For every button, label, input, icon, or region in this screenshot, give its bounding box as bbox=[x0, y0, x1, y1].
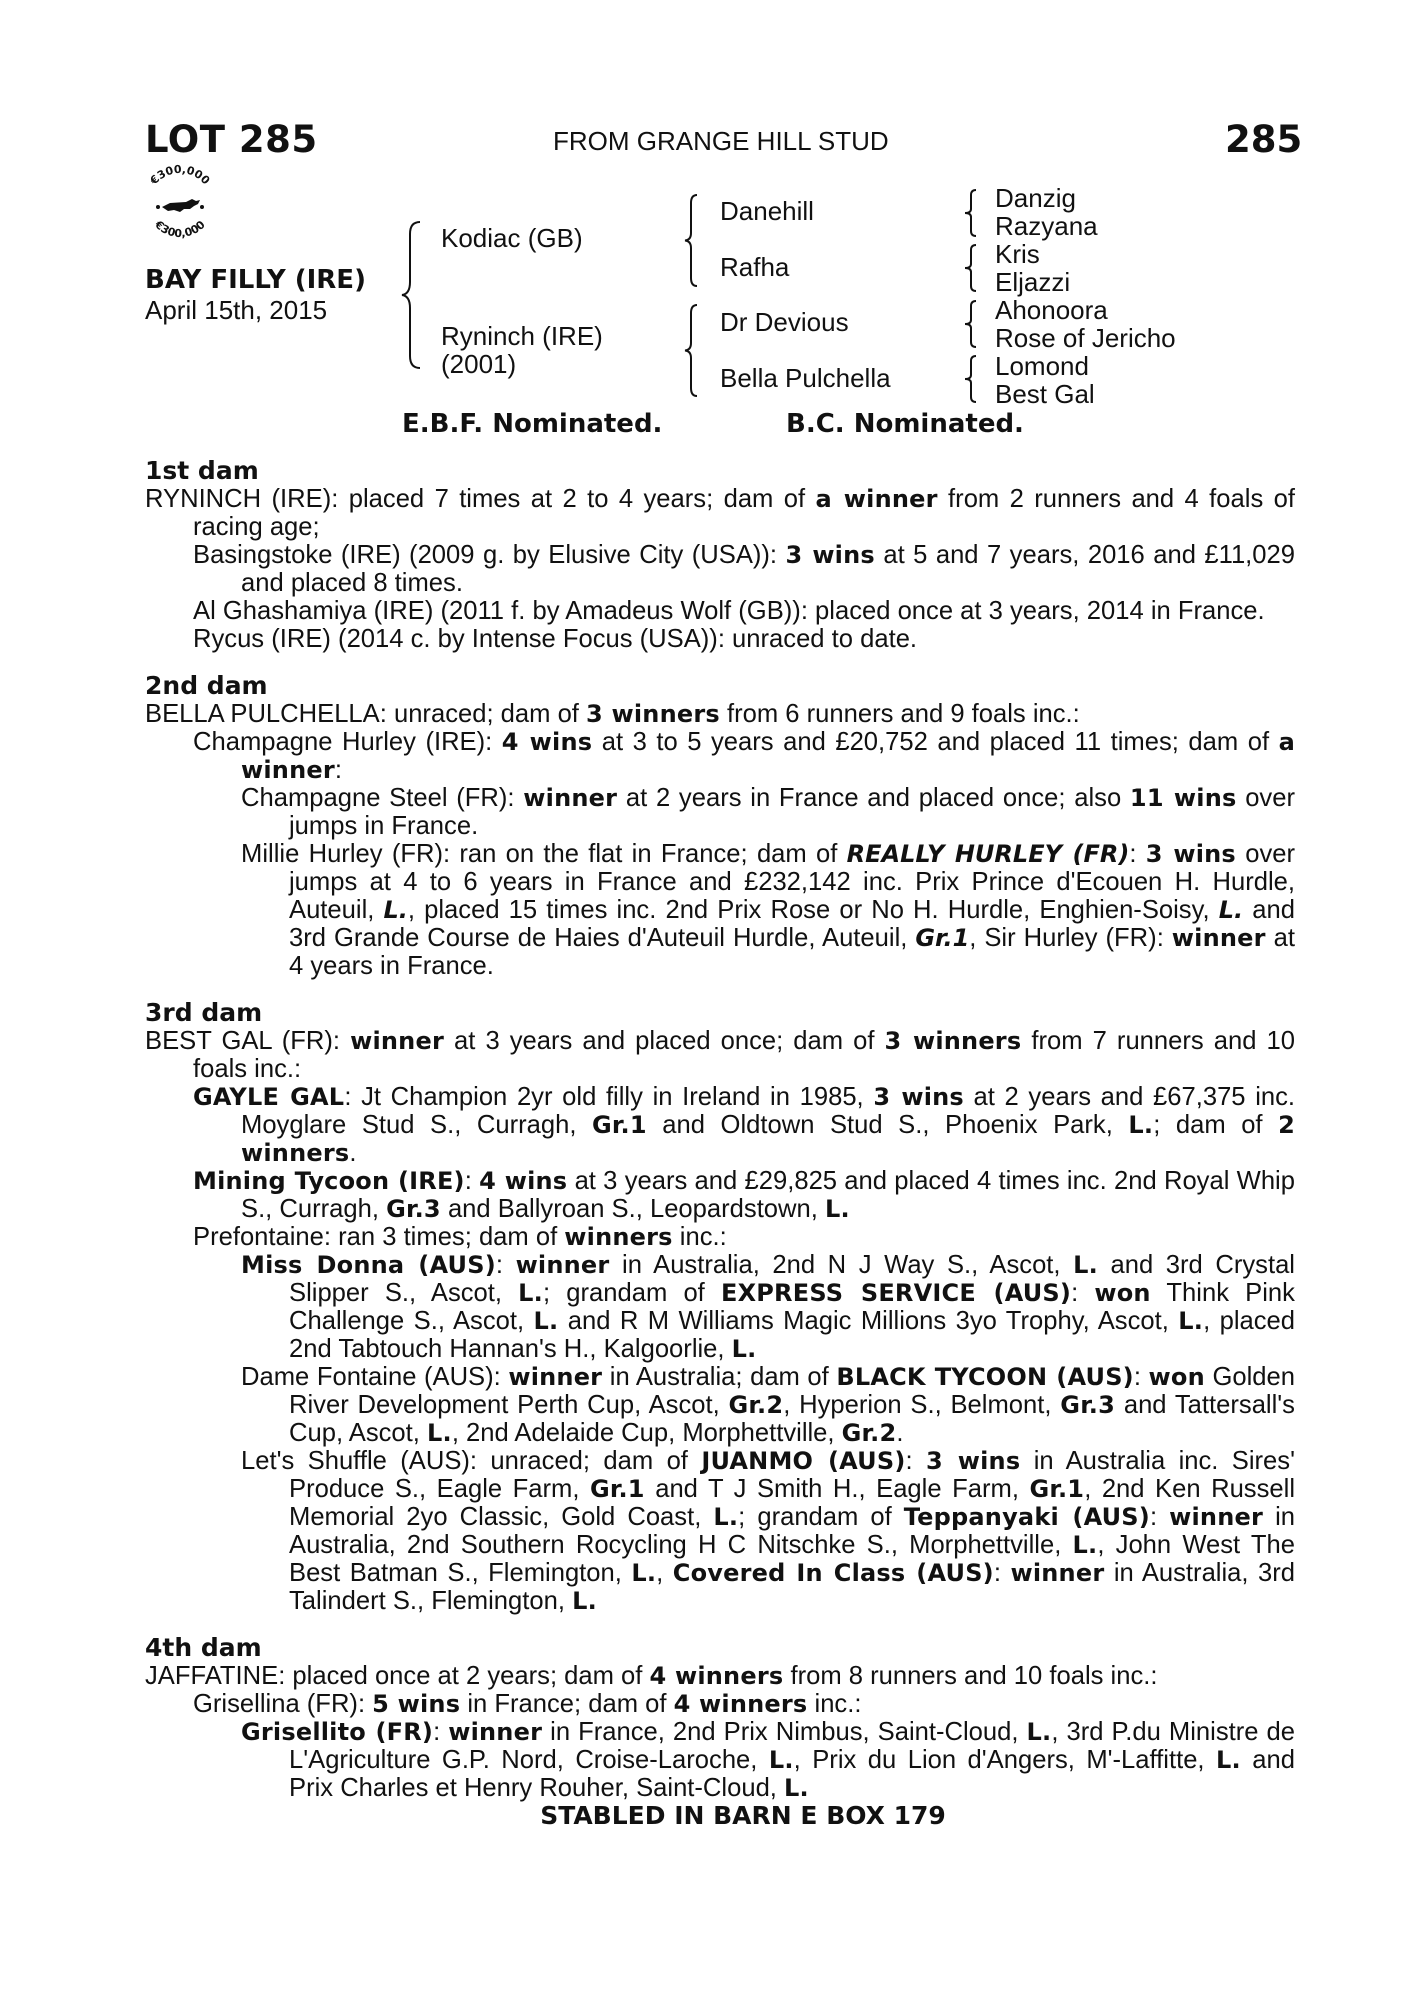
pedigree-brace-dam bbox=[683, 303, 703, 398]
logo-top-text: €300,000 bbox=[147, 163, 213, 188]
horse-dob: April 15th, 2015 bbox=[145, 295, 328, 325]
pedigree-brace-bella bbox=[962, 354, 982, 404]
dam-entry: JAFFATINE: placed once at 2 years; dam of 4 winners from 8 runners and 10 foals inc.: bbox=[145, 1662, 1158, 1690]
bc-nominated: B.C. Nominated. bbox=[786, 409, 1024, 439]
produce-entry: Champagne Steel (FR): winner at 2 years in France and placed once; also 11 wins over jumps in France. bbox=[241, 784, 1295, 840]
price-logo bbox=[140, 163, 220, 243]
produce-entry: GAYLE GAL: Jt Champion 2yr old filly in Ireland in 1985, 3 wins at 2 years and £67,375 inc. Moyglare Stud S., Curragh, Gr.1 and Oldtown Stud S., Phoenix Park, L.; dam of 2 winners. bbox=[193, 1083, 1296, 1167]
pedigree-g2-1: Danehill bbox=[720, 196, 814, 226]
pedigree-g2-3: Dr Devious bbox=[720, 307, 849, 337]
stabling-footer: STABLED IN BARN E BOX 179 bbox=[540, 1801, 946, 1830]
produce-entry: Dame Fontaine (AUS): winner in Australia; dam of BLACK TYCOON (AUS): won Golden River Development Perth Cup, Ascot, Gr.2, Hyperion S., Belmont, Gr.3 and Tattersall's Cup, Ascot, L., 2nd Adelaide Cup, Morphettville, Gr.2. bbox=[241, 1363, 1295, 1447]
pedigree-g2-2: Rafha bbox=[720, 252, 790, 282]
pedigree-dam-year: (2001) bbox=[441, 349, 517, 379]
lot-title: LOT 285 bbox=[145, 118, 318, 161]
produce-entry: Millie Hurley (FR): ran on the flat in France; dam of REALLY HURLEY (FR): 3 wins over jumps at 4 to 6 years in France and £232,142 inc. Prix Prince d'Ecouen H. Hurdle, Auteuil, L., placed 15 times inc. 2nd Prix Rose or No H. Hurdle, Enghien-Soisy, L. and 3rd Grande Course de Haies d'Auteuil Hurdle, Auteuil, Gr.1, Sir Hurley (FR): winner at 4 years in France. bbox=[241, 840, 1295, 980]
pedigree-g3-3: Kris bbox=[995, 239, 1040, 269]
pedigree-g3-1: Danzig bbox=[995, 183, 1076, 213]
dam-entry: RYNINCH (IRE): placed 7 times at 2 to 4 years; dam of a winner from 2 runners and 4 foals of racing age; bbox=[145, 485, 1295, 541]
catalogue-body bbox=[145, 457, 1295, 1830]
svg-text:€300,000 bbox=[152, 217, 208, 240]
produce-entry: Grisellito (FR): winner in France, 2nd Prix Nimbus, Saint-Cloud, L., 3rd P.du Ministre de L'Agriculture G.P. Nord, Croise-Laroche, L., Prix du Lion d'Angers, M'-Laffitte, L. and Prix Charles et Henry Rouher, Saint-Cloud, L. bbox=[241, 1718, 1295, 1802]
pedigree-g3-5: Ahonoora bbox=[995, 295, 1108, 325]
pedigree-g3-8: Best Gal bbox=[995, 379, 1095, 409]
section-heading: 2nd dam bbox=[145, 671, 268, 700]
produce-entry: Prefontaine: ran 3 times; dam of winners inc.: bbox=[193, 1223, 727, 1251]
dam-entry: BEST GAL (FR): winner at 3 years and placed once; dam of 3 winners from 7 runners and 10 foals inc.: bbox=[145, 1027, 1295, 1083]
produce-entry: Rycus (IRE) (2014 c. by Intense Focus (USA)): unraced to date. bbox=[193, 625, 918, 653]
section-heading: 4th dam bbox=[145, 1633, 262, 1662]
pedigree-brace-rafha bbox=[962, 243, 982, 293]
produce-entry: Basingstoke (IRE) (2009 g. by Elusive City (USA)): 3 wins at 5 and 7 years, 2016 and £11,029 and placed 8 times. bbox=[193, 541, 1295, 597]
pedigree-g3-2: Razyana bbox=[995, 211, 1098, 241]
ebf-nominated: E.B.F. Nominated. bbox=[402, 409, 663, 439]
pedigree-g3-4: Eljazzi bbox=[995, 267, 1071, 297]
produce-entry: Al Ghashamiya (IRE) (2011 f. by Amadeus Wolf (GB)): placed once at 3 years, 2014 in France. bbox=[193, 597, 1265, 625]
fox-icon bbox=[156, 199, 204, 212]
lot-number: 285 bbox=[1225, 118, 1303, 161]
pedigree-g3-7: Lomond bbox=[995, 351, 1089, 381]
produce-entry: Mining Tycoon (IRE): 4 wins at 3 years and £29,825 and placed 4 times inc. 2nd Royal Whip S., Curragh, Gr.3 and Ballyroan S., Leopardstown, L. bbox=[193, 1167, 1295, 1223]
produce-entry: Grisellina (FR): 5 wins in France; dam of 4 winners inc.: bbox=[193, 1690, 862, 1718]
pedigree-brace-drdevious bbox=[962, 299, 982, 349]
pedigree-sire: Kodiac (GB) bbox=[441, 223, 583, 253]
consignor: FROM GRANGE HILL STUD bbox=[553, 126, 889, 156]
pedigree-brace-danehill bbox=[962, 188, 982, 238]
section-heading: 3rd dam bbox=[145, 998, 263, 1027]
pedigree-brace-sire bbox=[683, 193, 703, 288]
logo-bottom-text: €300,000 bbox=[152, 218, 208, 241]
pedigree-dam: Ryninch (IRE) bbox=[441, 321, 603, 351]
produce-entry: Miss Donna (AUS): winner in Australia, 2nd N J Way S., Ascot, L. and 3rd Crystal Slipper S., Ascot, L.; grandam of EXPRESS SERVICE (AUS): won Think Pink Challenge S., Ascot, L. and R M Williams Magic Millions 3yo Trophy, Ascot, L., placed 2nd Tabtouch Hannan's H., Kalgoorlie, L. bbox=[241, 1251, 1296, 1363]
svg-text:€300,000 bbox=[147, 163, 213, 188]
pedigree-brace-main bbox=[400, 220, 430, 370]
produce-entry: Let's Shuffle (AUS): unraced; dam of JUANMO (AUS): 3 wins in Australia inc. Sires' Produce S., Eagle Farm, Gr.1 and T J Smith H., Eagle Farm, Gr.1, 2nd Ken Russell Memorial 2yo Classic, Gold Coast, L.; grandam of Teppanyaki (AUS): winner in Australia, 2nd Southern Rocycling H C Nitschke S., Morphettville, L., John West The Best Batman S., Flemington, L., Covered In Class (AUS): winner in Australia, 3rd Talindert S., Flemington, L. bbox=[241, 1447, 1296, 1615]
produce-entry: Champagne Hurley (IRE): 4 wins at 3 to 5 years and £20,752 and placed 11 times; dam of a winner: bbox=[193, 728, 1295, 784]
pedigree-g2-4: Bella Pulchella bbox=[720, 363, 891, 393]
pedigree-g3-6: Rose of Jericho bbox=[995, 323, 1176, 353]
horse-title: BAY FILLY (IRE) bbox=[145, 265, 366, 295]
dam-entry: BELLA PULCHELLA: unraced; dam of 3 winners from 6 runners and 9 foals inc.: bbox=[145, 700, 1080, 728]
section-heading: 1st dam bbox=[145, 456, 259, 485]
